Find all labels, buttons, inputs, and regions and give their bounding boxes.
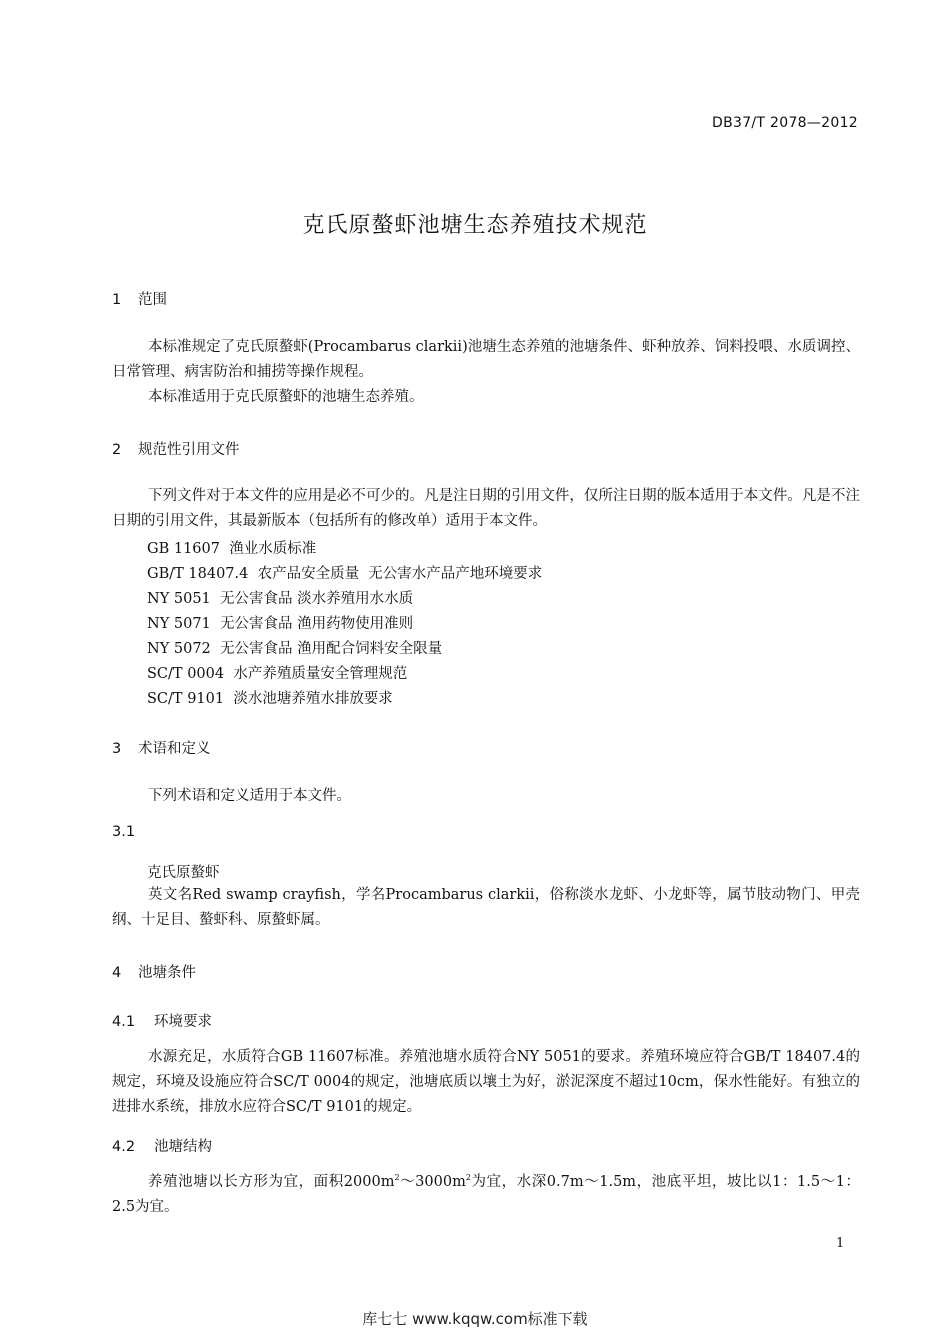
subsection-4-2-heading [112,1135,212,1156]
page-number: 1 [836,1236,845,1251]
section-title: 术语和定义 [138,741,211,757]
section-2-intro: 下列文件对于本文件的应用是必不可少的。凡是注日期的引用文件，仅所注日期的版本适用于本文件。凡是不注日期的引用文件，其最新版本（包括所有的修改单）适用于本文件。 [112,488,860,529]
section-3-intro: 下列术语和定义适用于本文件。 [148,788,351,804]
reference-item: NY 5072 无公害食品 渔用配合饲料安全限量 [147,641,443,657]
reference-item: SC/T 0004 水产养殖质量安全管理规范 [147,666,408,682]
section-title: 规范性引用文件 [138,442,240,458]
section-1-heading [112,288,167,309]
section-number: 2 [112,442,122,458]
section-title: 范围 [138,292,167,308]
subsection-number: 4.2 [112,1139,136,1155]
reference-item: NY 5071 无公害食品 渔用药物使用准则 [147,616,414,632]
subsection-title: 环境要求 [154,1014,212,1030]
section-1-paragraph-1: 本标准规定了克氏原螯虾(Procambarus clarkii)池塘生态养殖的池塘条件、虾种放养、饲料投喂、水质调控、日常管理、病害防治和捕捞等操作规程。 [112,339,860,380]
text-segment: 为宜，水深0.7m～1.5m，池底平坦，坡比以1：1.5～1：2.5为宜。 [112,1174,860,1215]
subsection-4-1-text: 水源充足，水质符合GB 11607标准。养殖池塘水质符合NY 5051的要求。养殖环境应符合GB/T 18407.4的规定，环境及设施应符合SC/T 0004的规定，池塘底质以壤土为好，淤泥深度不超过10cm，保水性能好。有独立的进排水系统，排放水应符合SC/T 9101的规定。 [112,1049,860,1115]
section-1-paragraph-2: 本标准适用于克氏原螯虾的池塘生态养殖。 [148,389,424,405]
section-4-heading [112,961,196,982]
document-title: 克氏原螯虾池塘生态养殖技术规范 [302,213,648,238]
reference-item: GB 11607 渔业水质标准 [147,541,317,557]
subsection-4-1-heading [112,1010,212,1031]
footer-watermark: 库七七 www.kqqw.com标准下载 [362,1310,588,1328]
text-segment: ～3000m [399,1174,466,1190]
reference-item: GB/T 18407.4 农产品安全质量 无公害水产品产地环境要求 [147,566,543,582]
subsection-number: 4.1 [112,1014,136,1030]
section-number: 4 [112,965,122,981]
text-segment: 养殖池塘以长方形为宜，面积2000m [148,1174,395,1190]
subsection-title: 池塘结构 [154,1139,212,1155]
section-3-heading [112,737,211,758]
term-name: 克氏原螯虾 [147,865,220,881]
section-title: 池塘条件 [138,965,196,981]
subsection-4-2-text [112,1170,860,1220]
section-number: 1 [112,292,122,308]
superscript: 2 [465,1173,471,1182]
section-number: 3 [112,741,122,757]
reference-item: NY 5051 无公害食品 淡水养殖用水水质 [147,591,414,607]
superscript: 2 [394,1173,400,1182]
reference-item: SC/T 9101 淡水池塘养殖水排放要求 [147,691,393,707]
subsection-3-1-number: 3.1 [112,824,136,840]
term-definition: 英文名Red swamp crayfish，学名Procambarus clarkii，俗称淡水龙虾、小龙虾等，属节肢动物门、甲壳纲、十足目、螯虾科、原螯虾属。 [112,887,860,928]
document-number: DB37/T 2078—2012 [712,115,858,131]
section-2-heading [112,438,240,459]
